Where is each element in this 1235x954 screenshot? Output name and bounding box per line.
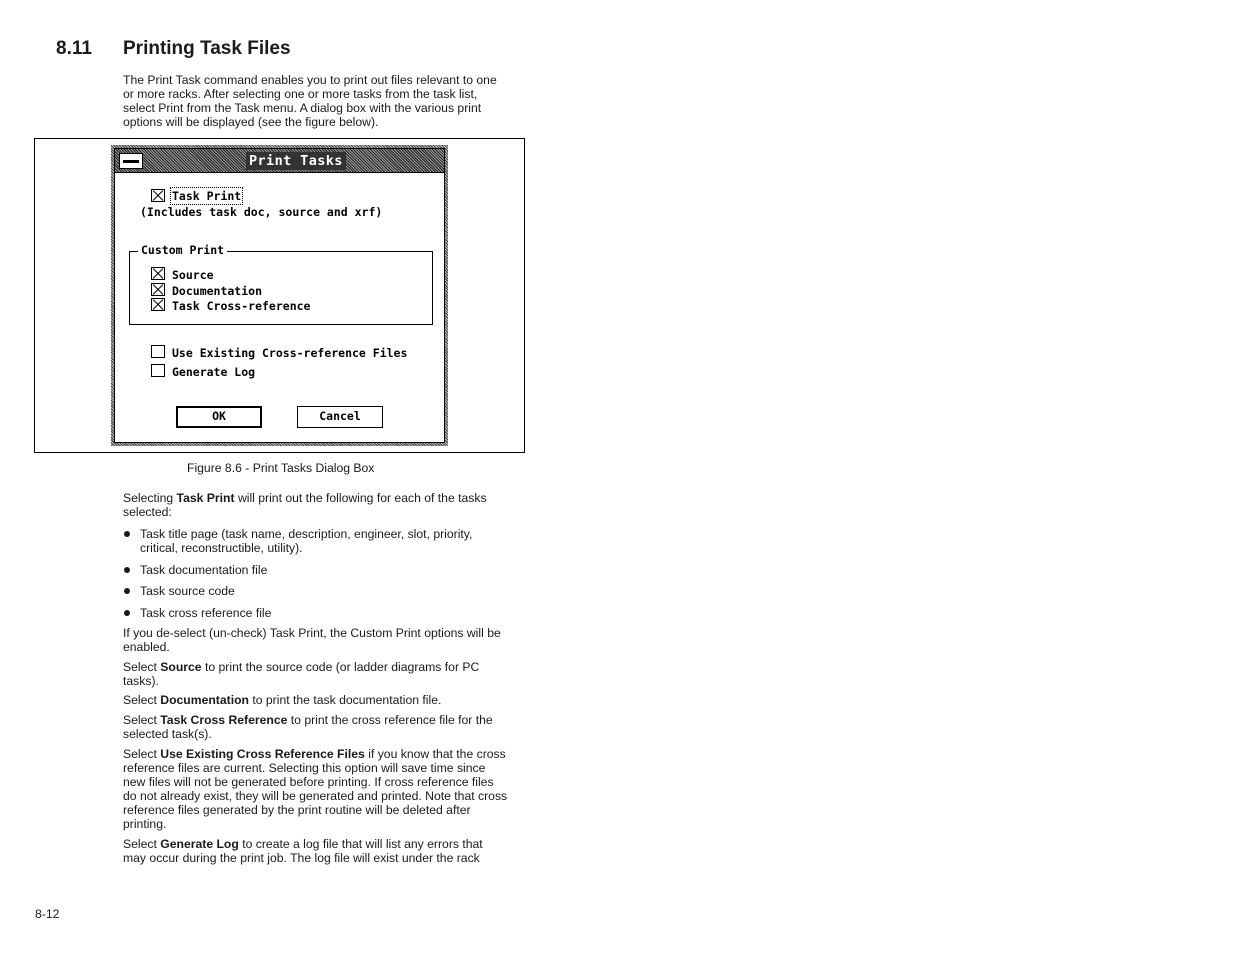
dialog-title: Print Tasks: [246, 152, 346, 170]
generate-log-label[interactable]: Generate Log: [172, 365, 256, 379]
bullet-text: Task cross reference file: [140, 606, 272, 620]
bullet-icon: [124, 531, 130, 537]
list-item: [123, 563, 509, 577]
cancel-button[interactable]: Cancel: [297, 406, 383, 428]
select-doc-paragraph: [123, 693, 509, 707]
select-source-bold: Source: [160, 660, 202, 674]
section-heading: [56, 38, 291, 60]
select-existing-paragraph: [123, 747, 509, 831]
intro-paragraph: The Print Task command enables you to print out files relevant to one or more racks. After selecting one or more tasks from the task list, select Print from the Task menu. A dialog box with the various print options will be displayed (see the figure below).: [123, 73, 497, 129]
section-number: 8.11: [56, 38, 92, 59]
print-tasks-dialog: [111, 145, 448, 446]
task-print-note: (Includes task doc, source and xrf): [140, 205, 383, 219]
selecting-bold: Task Print: [176, 491, 235, 505]
select-xref-post: to print the cross reference file for the selected task(s).: [123, 713, 493, 741]
custom-print-legend: Custom Print: [138, 243, 227, 257]
select-log-paragraph: [123, 837, 509, 865]
use-existing-xref-checkbox[interactable]: [151, 345, 165, 358]
task-print-checkbox[interactable]: [151, 189, 165, 202]
task-cross-reference-label[interactable]: Task Cross-reference: [172, 299, 311, 313]
bullet-text: Task title page (task name, description, engineer, slot, priority, critical, reconstructible, utility).: [140, 527, 473, 555]
select-existing-bold: Use Existing Cross Reference Files: [160, 747, 365, 761]
task-cross-reference-checkbox[interactable]: [151, 298, 165, 311]
selecting-pre: Selecting: [123, 491, 177, 505]
select-xref-paragraph: [123, 713, 509, 741]
select-xref-bold: Task Cross Reference: [160, 713, 288, 727]
task-print-text: Task Print: [172, 189, 242, 203]
select-log-bold: Generate Log: [160, 837, 239, 851]
documentation-label[interactable]: Documentation: [172, 284, 263, 298]
dialog-titlebar[interactable]: [115, 149, 444, 173]
list-item: [123, 606, 509, 620]
select-doc-post: to print the task documentation file.: [248, 693, 442, 707]
section-title: Printing Task Files: [123, 38, 291, 59]
use-existing-xref-label[interactable]: Use Existing Cross-reference Files: [172, 346, 408, 360]
generate-log-checkbox[interactable]: [151, 364, 165, 377]
source-checkbox[interactable]: [151, 267, 165, 280]
select-log-post: to create a log file that will list any errors that may occur during the print job. The log file will exist under the rack: [123, 837, 483, 865]
list-item: [123, 527, 509, 555]
bullet-text: Task source code: [140, 584, 235, 598]
ok-button[interactable]: OK: [176, 406, 262, 428]
task-print-label[interactable]: [172, 189, 241, 203]
select-source-post: to print the source code (or ladder diagrams for PC tasks).: [123, 660, 480, 688]
documentation-checkbox[interactable]: [151, 283, 165, 296]
source-label[interactable]: Source: [172, 268, 214, 282]
select-xref-pre: Select: [123, 713, 161, 727]
select-source-paragraph: [123, 660, 509, 688]
deselect-paragraph: If you de-select (un-check) Task Print, the Custom Print options will be enabled.: [123, 626, 501, 654]
select-source-pre: Select: [123, 660, 161, 674]
bullet-text: Task documentation file: [140, 563, 268, 577]
system-menu-icon[interactable]: [119, 153, 143, 169]
dialog-client-area: [114, 148, 445, 443]
figure-caption: Figure 8.6 - Print Tasks Dialog Box: [187, 461, 375, 475]
bullet-icon: [124, 567, 130, 573]
list-item: [123, 584, 509, 598]
bullet-icon: [124, 588, 130, 594]
bullet-icon: [124, 610, 130, 616]
select-existing-post: if you know that the cross reference files are current. Selecting this option will save time since new files will not be generated before printing. If cross reference files do not already exist, they will be generated and printed. Note that cross reference files generated by the print routine will be deleted after printing.: [123, 747, 508, 831]
select-doc-bold: Documentation: [160, 693, 249, 707]
select-existing-pre: Select: [123, 747, 161, 761]
selecting-paragraph: [123, 491, 509, 519]
page-number: 8-12: [35, 907, 60, 921]
selecting-post: will print out the following for each of the tasks selected:: [123, 491, 487, 519]
select-log-pre: Select: [123, 837, 161, 851]
select-doc-pre: Select: [123, 693, 161, 707]
